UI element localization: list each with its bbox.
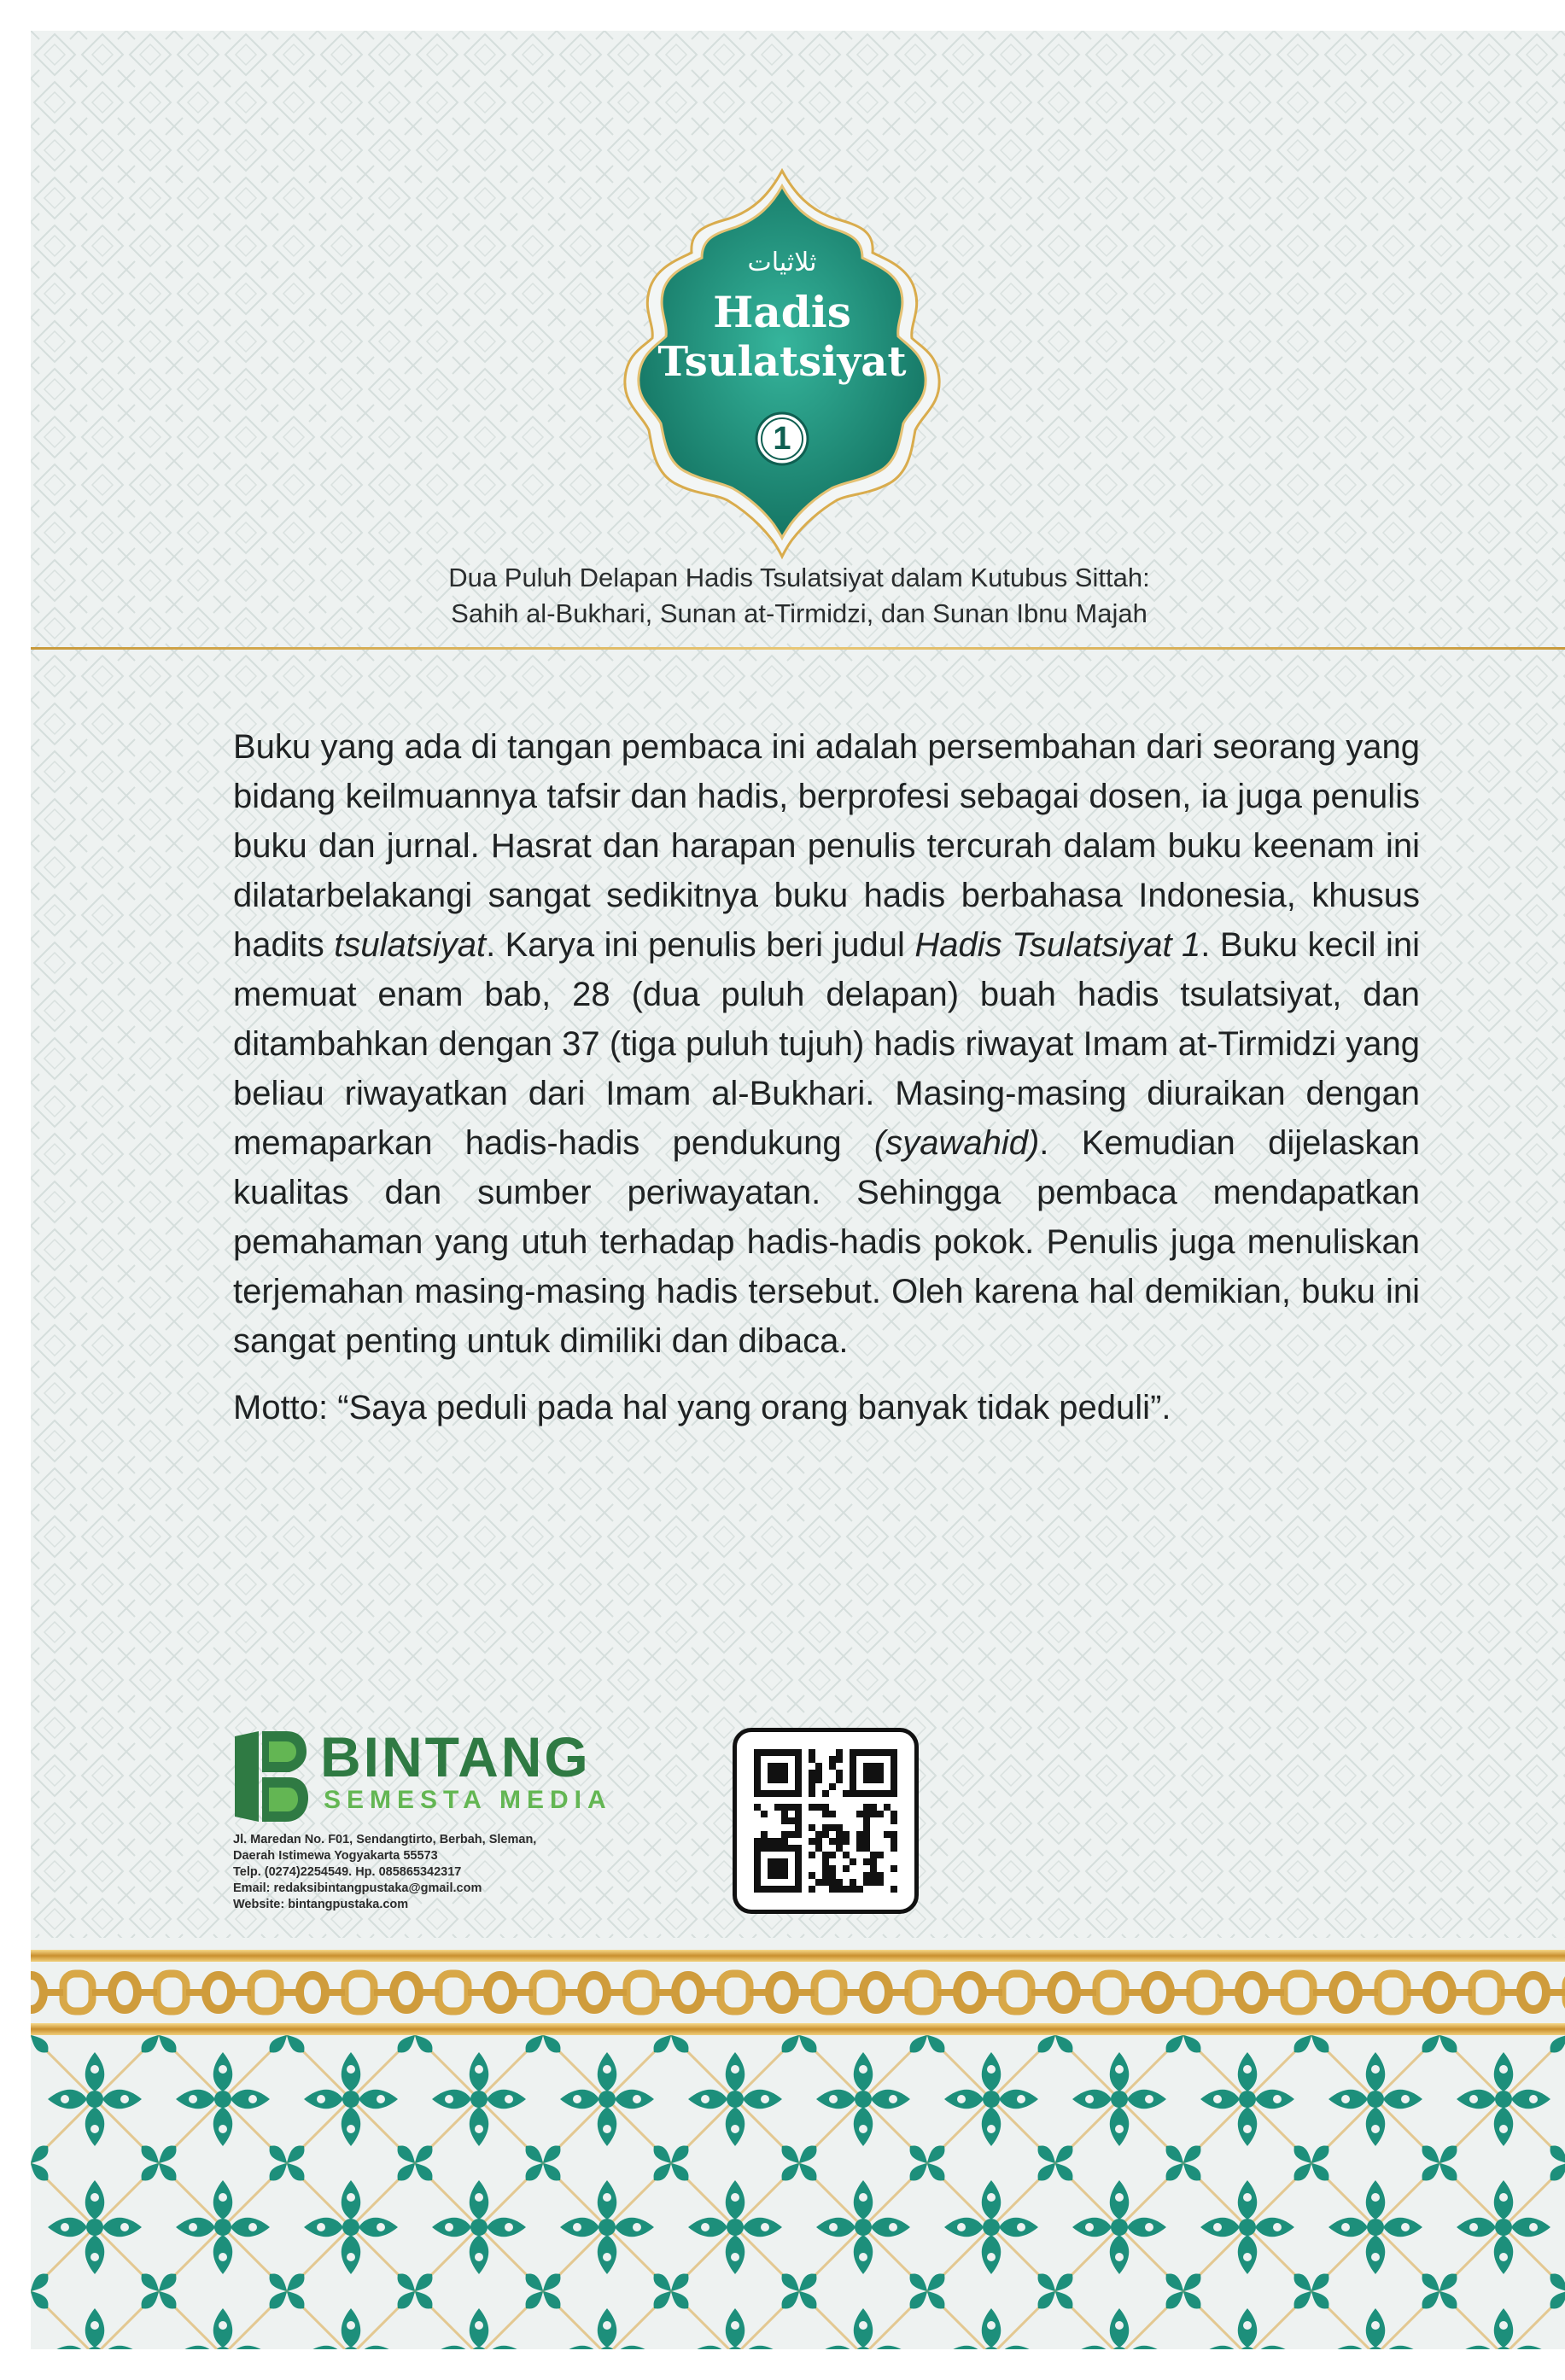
publisher-name: BINTANG xyxy=(320,1725,591,1788)
address-line: Daerah Istimewa Yogyakarta 55573 xyxy=(233,1849,438,1863)
motto: Motto: “Saya peduli pada hal yang orang banyak tidak peduli”. xyxy=(233,1389,1171,1426)
publisher-logo xyxy=(230,1725,639,1823)
gold-divider xyxy=(31,647,1565,650)
italic-book-title: Hadis Tsulatsiyat 1 xyxy=(914,926,1201,964)
subtitle-line-2: Sahih al-Bukhari, Sunan at-Tirmidzi, dan Sunan Ibnu Majah xyxy=(451,598,1147,628)
back-cover xyxy=(31,31,1565,2349)
title-emblem xyxy=(611,149,953,575)
address-line: Jl. Maredan No. F01, Sendangtirto, Berbah, Sleman, xyxy=(233,1833,537,1846)
gold-ornament-band xyxy=(31,1950,1565,2035)
qr-code[interactable] xyxy=(733,1728,919,1914)
italic-term-syawahid: (syawahid) xyxy=(873,1124,1040,1162)
synopsis xyxy=(233,722,1420,1432)
qr-code-icon xyxy=(754,1749,897,1893)
emblem-volume-number: 1 xyxy=(773,421,791,457)
bintang-logo-icon xyxy=(230,1730,308,1823)
synopsis-paragraph: Buku yang ada di tangan pembaca ini adalah persembahan dari seorang yang bidang keilmuannya tafsir dan hadis, berprofesi sebagai dosen, ia juga penulis buku dan jurnal. Hasrat dan harapan penulis tercurah dalam buku keenam ini dilatarbelakangi sangat sedikitnya buku hadis berbahasa Indonesia, khusus hadits tsulatsiyat. Karya ini penulis beri judul Hadis Tsulatsiyat 1. Buku kecil ini memuat enam bab, 28 (dua puluh delapan) buah hadis tsulatsiyat, dan ditambahkan dengan 37 (tiga puluh tujuh) hadis riwayat Imam at-Tirmidzi yang beliau riwayatkan dari Imam al-Bukhari. Masing-masing diuraikan dengan memaparkan hadis-hadis pendukung (syawahid). Kemudian dijelaskan kualitas dan sumber periwayatan. Sehingga pembaca mendapatkan pemahaman yang utuh terhadap hadis-hadis pokok. Penulis juga menuliskan terjemahan masing-masing hadis tersebut. Oleh karena hal demikian, buku ini sangat penting untuk dimiliki dan dibaca. xyxy=(233,728,1420,1360)
emblem-title-line1: Hadis xyxy=(713,287,851,337)
book-subtitle xyxy=(176,560,1422,632)
email-line: Email: redaksibintangpustaka@gmail.com xyxy=(233,1881,482,1895)
italic-term: tsulatsiyat xyxy=(334,926,487,964)
teal-floral-pattern xyxy=(31,2035,1565,2349)
subtitle-line-1: Dua Puluh Delapan Hadis Tsulatsiyat dalam Kutubus Sittah: xyxy=(448,563,1150,592)
emblem-title-line2: Tsulatsiyat xyxy=(657,338,907,386)
publisher-subname: SEMESTA MEDIA xyxy=(324,1786,612,1814)
website-line: Website: bintangpustaka.com xyxy=(233,1898,409,1911)
emblem-arabic: ثلاثيات xyxy=(747,248,817,277)
phone-line: Telp. (0274)2254549. Hp. 085865342317 xyxy=(233,1865,462,1879)
publisher-address xyxy=(233,1832,536,1913)
